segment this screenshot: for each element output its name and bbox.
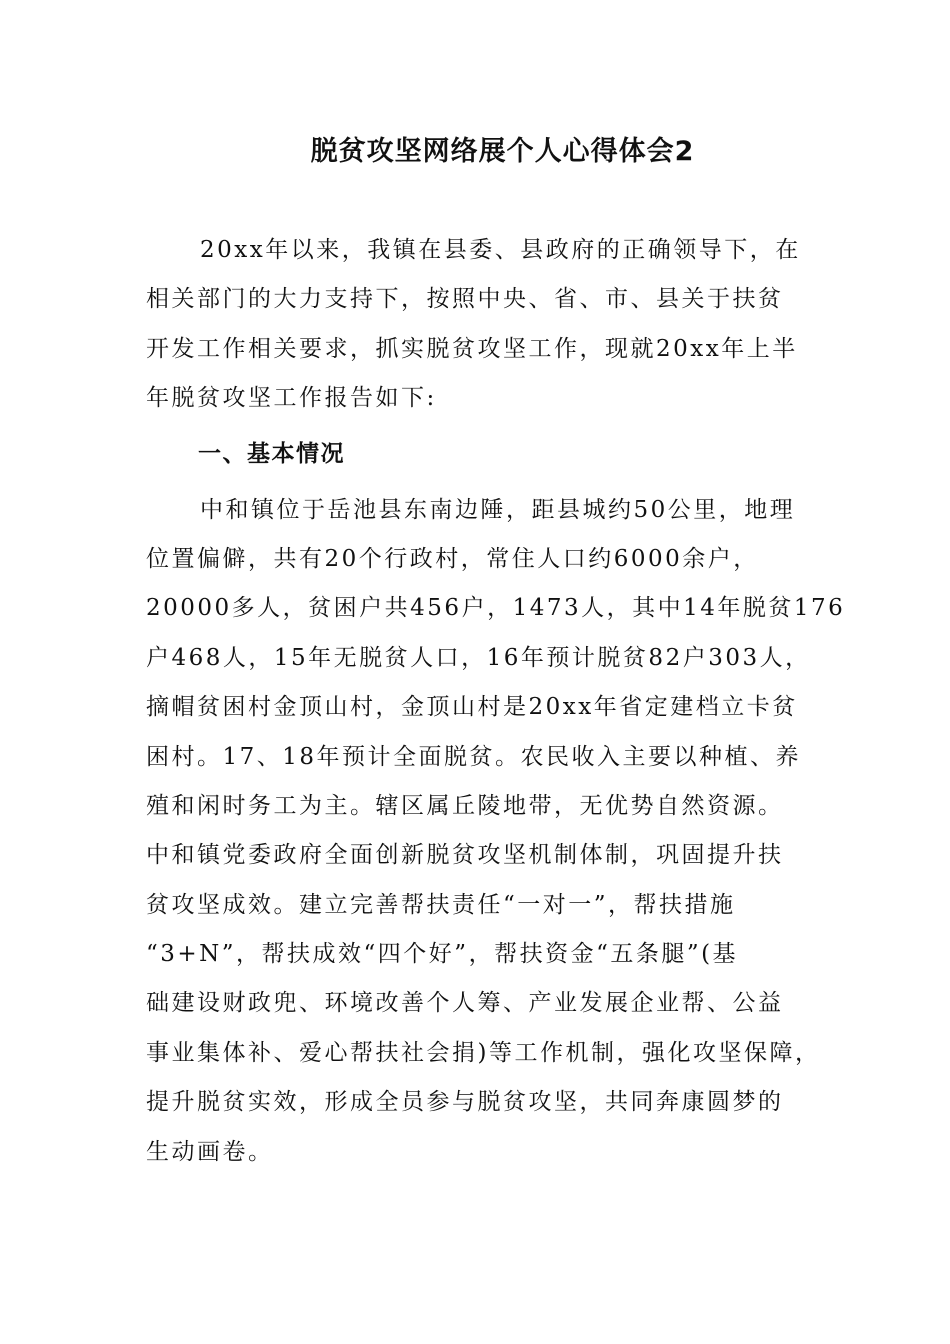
paragraph-line: 提升脱贫实效，形成全员参与脱贫攻坚，共同奔康圆梦的 [146, 1089, 784, 1116]
paragraph-line: 中和镇党委政府全面创新脱贫攻坚机制体制，巩固提升扶 [146, 842, 784, 869]
paragraph-line: 开发工作相关要求，抓实脱贫攻坚工作，现就20xx年上半 [146, 335, 798, 362]
paragraph-line: 贫攻坚成效。建立完善帮扶责任“一对一”，帮扶措施 [146, 891, 736, 918]
paragraph-line: 20xx年以来，我镇在县委、县政府的正确领导下，在 [200, 237, 801, 263]
paragraph-line: 摘帽贫困村金顶山村，金顶山村是20xx年省定建档立卡贫 [146, 694, 798, 721]
paragraph-line: 户468人，15年无脱贫人口，16年预计脱贫82户303人， [146, 644, 811, 671]
paragraph-line: 位置偏僻，共有20个行政村，常住人口约6000余户， [146, 545, 759, 572]
paragraph-line: 困村。17、18年预计全面脱贫。农民收入主要以种植、养 [146, 743, 802, 770]
document-body [146, 226, 846, 1177]
paragraph-line: 殖和闲时务工为主。辖区属丘陵地带，无优势自然资源。 [146, 792, 784, 819]
paragraph-line: “3+N”，帮扶成效“四个好”，帮扶资金“五条腿”(基 [146, 941, 739, 968]
section-heading: 一、基本情况 [198, 440, 345, 467]
paragraph-line: 事业集体补、爱心帮扶社会捐)等工作机制，强化攻坚保障， [146, 1039, 821, 1066]
paragraph-line: 相关部门的大力支持下，按照中央、省、市、县关于扶贫 [146, 286, 784, 313]
paragraph-line: 年脱贫攻坚工作报告如下: [146, 385, 437, 412]
paragraph-line: 中和镇位于岳池县东南边陲，距县城约50公里，地理 [200, 496, 796, 523]
document-title: 脱贫攻坚网络展个人心得体会2 [310, 136, 695, 167]
paragraph-line: 生动画卷。 [146, 1138, 274, 1165]
paragraph-line: 础建设财政兜、环境改善个人筹、产业发展企业帮、公益 [146, 990, 784, 1017]
paragraph-line: 20000多人，贫困户共456户，1473人，其中14年脱贫176 [146, 595, 846, 622]
